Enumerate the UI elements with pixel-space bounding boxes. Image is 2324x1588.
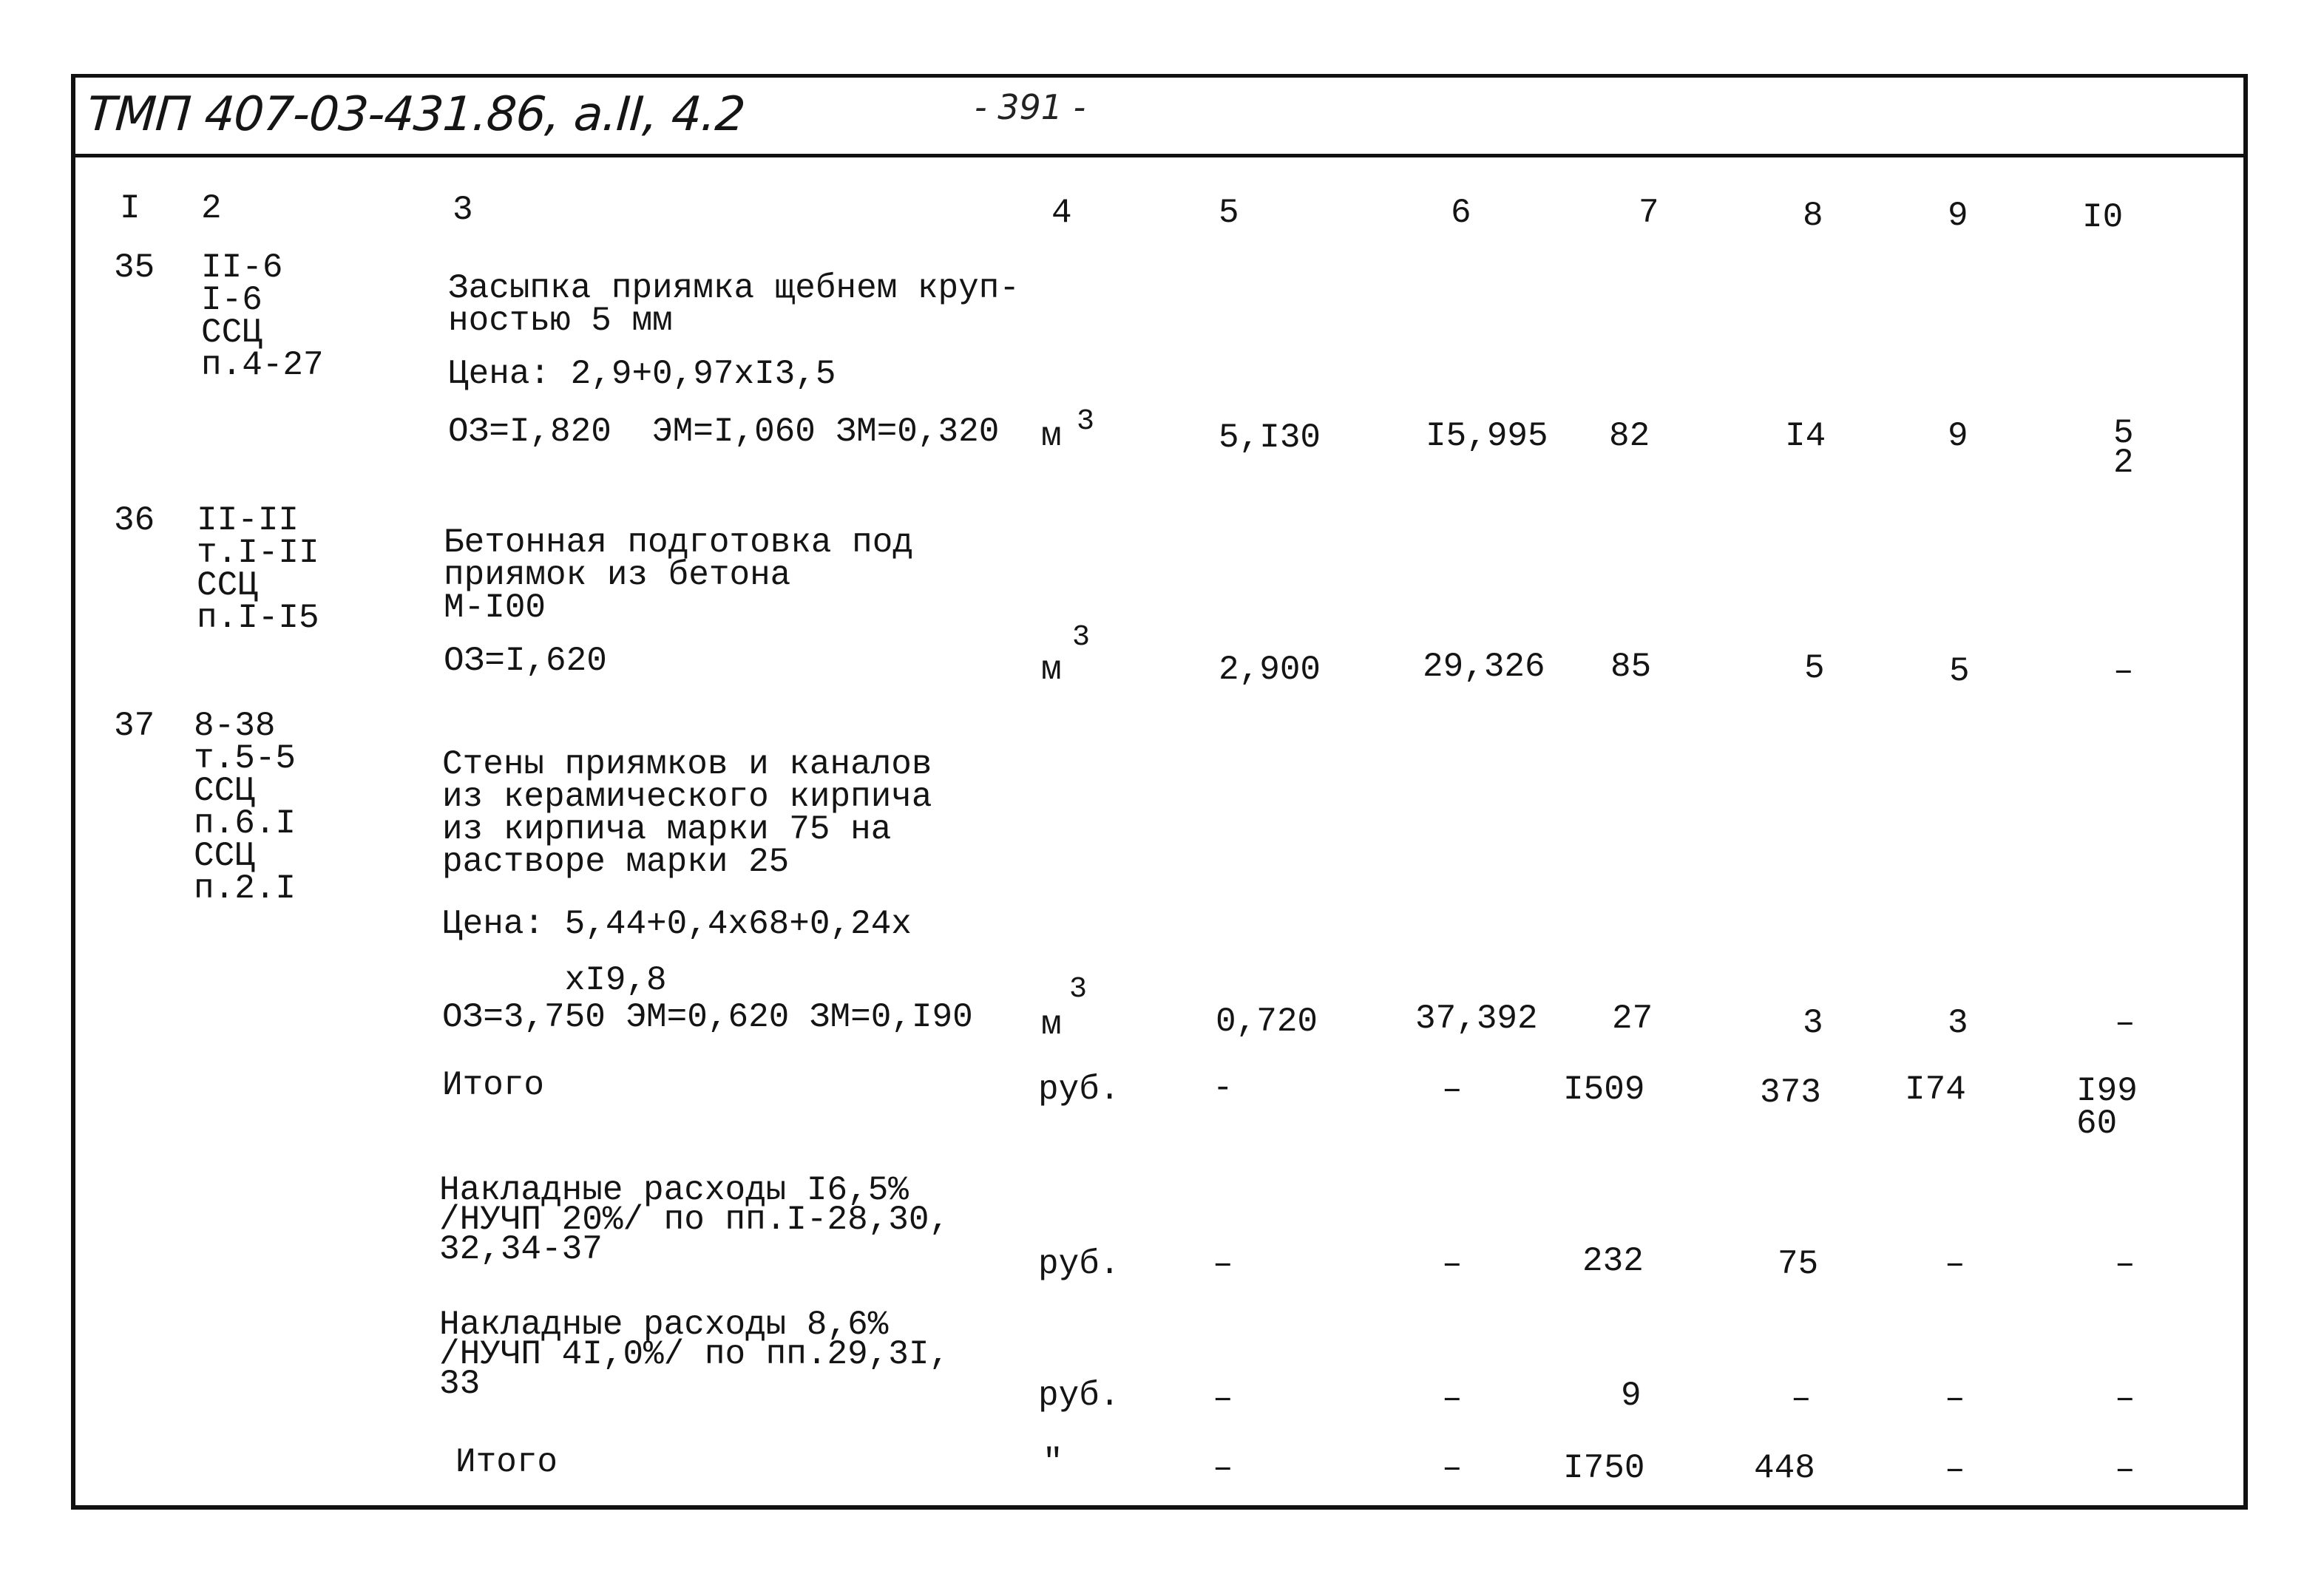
grand-total-col8: 448 xyxy=(1754,1449,1815,1487)
document-code: ТМП 407-03-431.86, а.II, 4.2 xyxy=(85,87,747,142)
overhead-1-unit-cost: – xyxy=(1442,1245,1463,1283)
column-number-7: 7 xyxy=(1639,194,1659,232)
overhead-1-quantity: – xyxy=(1213,1245,1233,1283)
overhead-2-unit: руб. xyxy=(1038,1377,1120,1415)
row-35-col9: 9 xyxy=(1948,417,1968,455)
row-37-total: 27 xyxy=(1612,1000,1653,1038)
row-35-col8: I4 xyxy=(1785,417,1826,455)
row-35-quantity: 5,I30 xyxy=(1219,418,1321,457)
row-36-col9: 5 xyxy=(1949,652,1970,690)
total-col10: I99 60 xyxy=(2076,1072,2138,1143)
grand-total-label: Итого xyxy=(455,1443,558,1482)
row-36-norms: ОЗ=I,620 xyxy=(444,642,607,680)
overhead-1-unit: руб. xyxy=(1038,1245,1120,1283)
row-37-norms: ОЗ=3,750 ЭМ=0,620 ЗМ=0,I90 xyxy=(442,998,973,1036)
overhead-2-total: 9 xyxy=(1621,1377,1642,1415)
overhead-2-col8: – xyxy=(1791,1380,1812,1418)
overhead-1-total: 232 xyxy=(1582,1242,1644,1280)
column-number-6: 6 xyxy=(1451,194,1471,232)
column-number-10: I0 xyxy=(2082,198,2124,237)
row-37-description: Стены приямков и каналов из керамического кирпича из кирпича марки 75 на растворе марки 25 xyxy=(442,745,932,881)
row-37-col8: 3 xyxy=(1803,1004,1823,1042)
page-number: - 391 - xyxy=(975,87,1086,127)
row-36-code: II-II т.I-II ССЦ п.I-I5 xyxy=(197,501,319,637)
overhead-1-col9: – xyxy=(1945,1245,1965,1283)
row-35-description: Засыпка приямка щебнем круп- ностью 5 мм xyxy=(448,269,1020,340)
total-col9: I74 xyxy=(1905,1070,1966,1109)
row-37-code: 8-38 т.5-5 ССЦ п.6.I ССЦ п.2.I xyxy=(194,707,297,908)
row-35-unit-superscript: 3 xyxy=(1077,405,1095,438)
row-37-price-formula: Цена: 5,44+0,4х68+0,24х хI9,8 xyxy=(442,905,912,1000)
total-quantity: - xyxy=(1213,1069,1233,1107)
row-36-total: 85 xyxy=(1610,648,1652,686)
page-frame xyxy=(71,74,2248,1510)
row-37-unit: м xyxy=(1041,1005,1062,1044)
row-36-unit-cost: 29,326 xyxy=(1423,648,1545,686)
overhead-2-col9: – xyxy=(1945,1380,1965,1418)
overhead-1-col10: – xyxy=(2115,1245,2135,1283)
grand-total-sum: I750 xyxy=(1563,1449,1645,1487)
row-37-quantity: 0,720 xyxy=(1216,1002,1318,1041)
total-col8: 373 xyxy=(1760,1073,1821,1112)
column-number-2: 2 xyxy=(201,189,222,228)
overhead-2-quantity: – xyxy=(1213,1380,1233,1418)
row-37-number: 37 xyxy=(114,707,155,745)
row-35-unit: м xyxy=(1041,417,1062,455)
row-37-unit-cost: 37,392 xyxy=(1415,1000,1538,1038)
column-number-8: 8 xyxy=(1803,197,1823,235)
overhead-2-unit-cost: – xyxy=(1442,1380,1463,1418)
row-35-number: 35 xyxy=(114,248,155,287)
row-36-description: Бетонная подготовка под приямок из бетона М-I00 xyxy=(444,523,913,627)
column-number-5: 5 xyxy=(1219,194,1239,232)
column-number-3: 3 xyxy=(453,191,473,229)
column-number-1: I xyxy=(120,189,140,228)
grand-total-col10: – xyxy=(2115,1450,2135,1489)
total-label: Итого xyxy=(442,1066,545,1105)
row-37-col10: – xyxy=(2115,1004,2135,1042)
column-number-9: 9 xyxy=(1948,197,1968,235)
row-35-unit-cost: I5,995 xyxy=(1426,417,1548,455)
row-37-unit-superscript: 3 xyxy=(1069,973,1088,1006)
overhead-1-label: Накладные расходы I6,5% /НУЧП 20%/ по пп.I-28,30, 32,34-37 xyxy=(439,1171,950,1269)
grand-total-unit: " xyxy=(1043,1443,1063,1482)
column-number-4: 4 xyxy=(1051,194,1072,232)
total-sum: I509 xyxy=(1563,1070,1645,1109)
row-37-col9: 3 xyxy=(1948,1004,1968,1042)
row-36-unit-superscript: 3 xyxy=(1072,621,1091,654)
total-unit-cost: – xyxy=(1442,1070,1463,1109)
overhead-2-label: Накладные расходы 8,6% /НУЧП 4I,0%/ по пп.29,3I, 33 xyxy=(439,1306,950,1403)
row-36-col10: – xyxy=(2113,652,2134,690)
row-35-code: II-6 I-6 ССЦ п.4-27 xyxy=(201,248,324,384)
row-36-number: 36 xyxy=(114,501,155,540)
row-36-unit: м xyxy=(1041,651,1062,689)
row-35-total: 82 xyxy=(1609,417,1650,455)
row-36-quantity: 2,900 xyxy=(1219,651,1321,689)
grand-total-quantity: – xyxy=(1213,1449,1233,1487)
total-unit: руб. xyxy=(1038,1070,1120,1109)
header-divider xyxy=(71,154,2248,157)
row-35-norms: ОЗ=I,820 ЭМ=I,060 ЗМ=0,320 xyxy=(448,413,1000,451)
row-35-price-formula: Цена: 2,9+0,97хI3,5 xyxy=(448,355,836,393)
row-35-col10: 5 2 xyxy=(2113,414,2134,482)
overhead-2-col10: – xyxy=(2115,1380,2135,1418)
grand-total-unit-cost: – xyxy=(1442,1449,1463,1487)
grand-total-col9: – xyxy=(1945,1450,1965,1489)
row-36-col8: 5 xyxy=(1804,649,1825,688)
overhead-1-col8: 75 xyxy=(1778,1245,1819,1283)
